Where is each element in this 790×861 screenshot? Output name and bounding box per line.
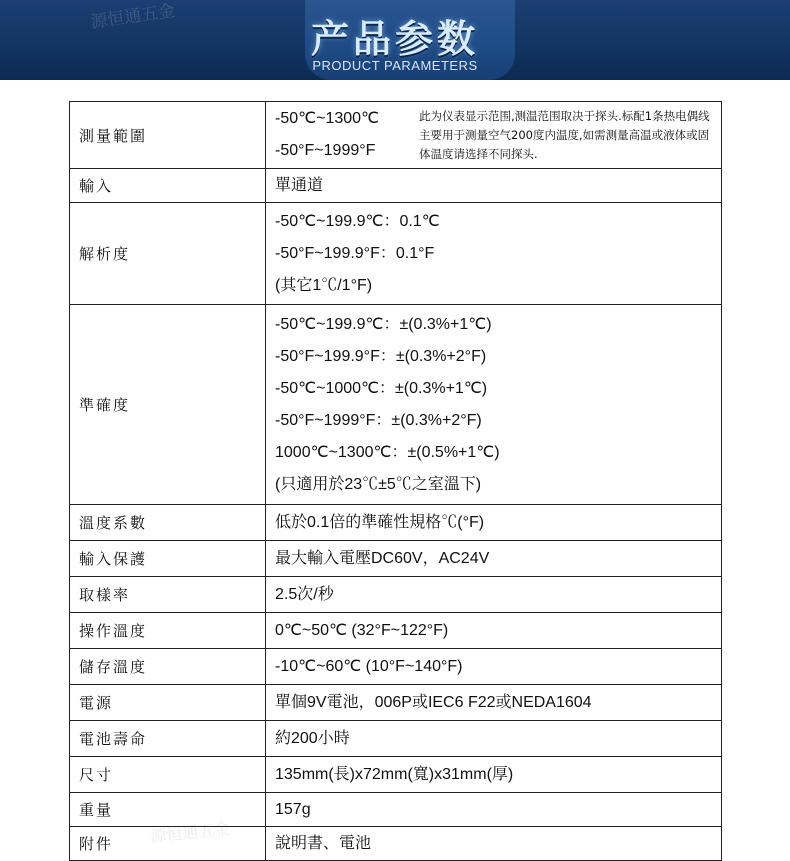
param-value <box>266 305 722 505</box>
param-value <box>266 649 722 685</box>
table-row <box>70 169 722 203</box>
param-label: 取樣率 <box>70 577 266 613</box>
param-value-line: (其它1℃/1°F) <box>275 276 373 294</box>
param-value-line: -50°F~199.9°F：0.1°F <box>275 244 435 262</box>
table-row <box>70 649 722 685</box>
param-value <box>266 793 722 827</box>
table-row <box>70 305 722 505</box>
param-label: 輸入 <box>70 169 266 203</box>
param-label: 輸入保護 <box>70 541 266 577</box>
param-value <box>266 685 722 721</box>
param-value-line: -50°F~199.9°F：±(0.3%+2°F) <box>275 347 487 365</box>
param-label: 溫度系數 <box>70 505 266 541</box>
param-value-line: 0℃~50℃ (32°F~122°F) <box>275 621 449 639</box>
param-value <box>266 505 722 541</box>
param-value <box>266 827 722 861</box>
param-label: 儲存溫度 <box>70 649 266 685</box>
param-label: 測量範圍 <box>70 102 266 169</box>
param-value-line: 2.5次/秒 <box>275 585 334 603</box>
parameters-table <box>69 101 722 861</box>
page-subtitle: PRODUCT PARAMETERS <box>312 58 478 73</box>
table-row <box>70 505 722 541</box>
param-value-line: 低於0.1倍的準確性規格℃(°F) <box>275 513 485 531</box>
param-value <box>266 541 722 577</box>
param-value <box>266 102 722 169</box>
param-value <box>266 613 722 649</box>
param-value-line: -50°F~1999°F：±(0.3%+2°F) <box>275 411 482 429</box>
param-value-line: -50℃~199.9℃：0.1℃ <box>275 212 440 230</box>
param-label: 操作溫度 <box>70 613 266 649</box>
param-value-line: 單通道 <box>275 176 324 194</box>
param-value-line: 最大輸入電壓DC60V，AC24V <box>275 549 490 567</box>
param-value-line: -10℃~60℃ (10°F~140°F) <box>275 657 463 675</box>
param-label: 電源 <box>70 685 266 721</box>
param-label: 重量 <box>70 793 266 827</box>
param-label: 附件 <box>70 827 266 861</box>
param-value <box>266 721 722 757</box>
table-row <box>70 577 722 613</box>
param-label: 準確度 <box>70 305 266 505</box>
param-value-line: -50℃~199.9℃：±(0.3%+1℃) <box>275 315 492 333</box>
param-value-line: 157g <box>275 800 311 818</box>
table-row <box>70 102 722 169</box>
param-value-line: 135mm(長)x72mm(寬)x31mm(厚) <box>275 765 514 783</box>
param-value-line: 單個9V電池，006P或IEC6 F22或NEDA1604 <box>275 693 592 711</box>
table-row <box>70 203 722 305</box>
watermark: 源恒通五金 <box>89 1 177 33</box>
watermark: 源恒通五金 <box>149 818 231 847</box>
param-label: 電池壽命 <box>70 721 266 757</box>
param-value-line: -50°F~1999°F <box>275 142 376 159</box>
param-value-line: 1000℃~1300℃：±(0.5%+1℃) <box>275 443 500 461</box>
param-value <box>266 757 722 793</box>
param-value <box>266 577 722 613</box>
table-row <box>70 541 722 577</box>
param-value-line: 說明書、電池 <box>275 834 372 852</box>
param-value-line: 約200小時 <box>275 729 350 747</box>
table-row <box>70 685 722 721</box>
header-banner <box>0 0 790 80</box>
param-value-line: (只適用於23℃±5℃之室溫下) <box>275 475 482 493</box>
table-row <box>70 613 722 649</box>
param-label: 解析度 <box>70 203 266 305</box>
param-value <box>266 203 722 305</box>
param-label: 尺寸 <box>70 757 266 793</box>
table-row <box>70 721 722 757</box>
param-value-line: -50℃~1000℃：±(0.3%+1℃) <box>275 379 488 397</box>
page-title: 产品参数 <box>310 17 479 61</box>
param-value-line: -50℃~1300℃ <box>275 110 379 127</box>
table-row <box>70 757 722 793</box>
param-value <box>266 169 722 203</box>
range-note: 此为仪表显示范围,测温范围取决于探头.标配1条热电偶线主要用于测量空气200度内温度,如需测量高温或液体或固体温度请选择不同探头. <box>419 108 710 161</box>
